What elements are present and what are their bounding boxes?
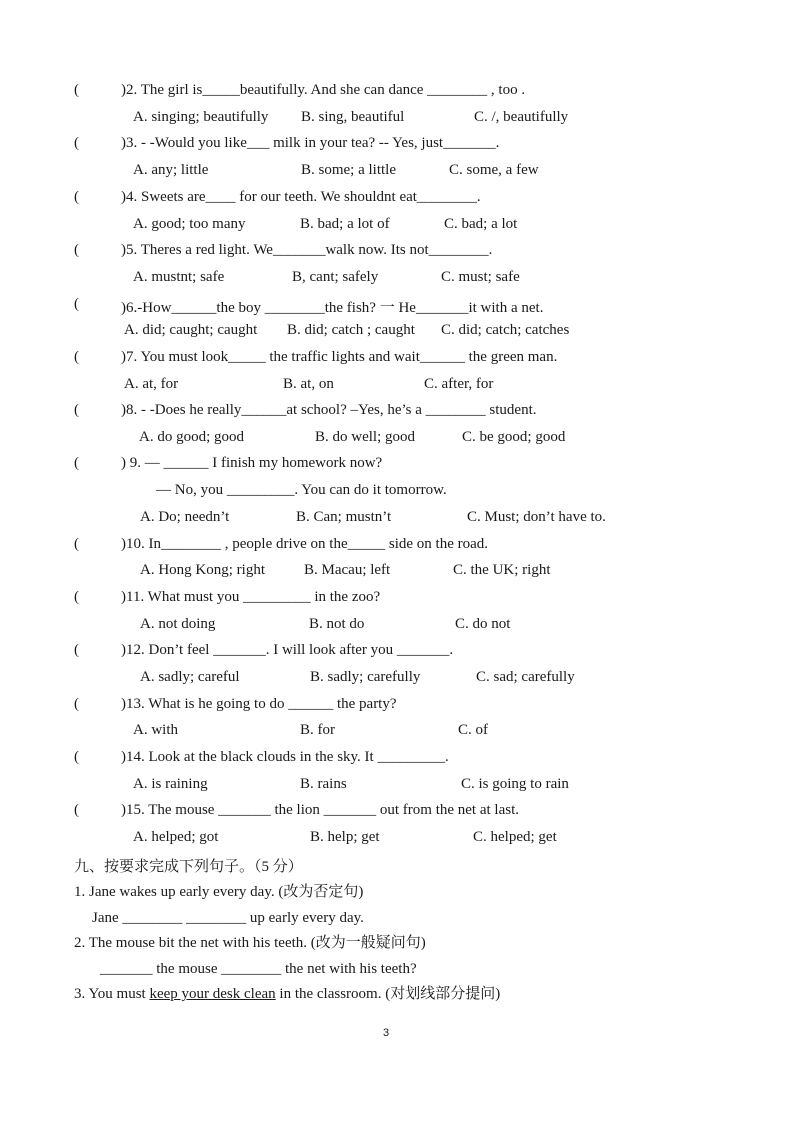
page-number: 3: [383, 1027, 390, 1039]
option-c: C. is going to rain: [461, 776, 569, 792]
answer-paren[interactable]: (: [74, 135, 79, 151]
underlined-phrase: keep your desk clean: [149, 986, 276, 1002]
answer-paren[interactable]: (: [74, 82, 79, 98]
option-a: A. good; too many: [133, 216, 246, 232]
question-text: )7. You must look_____ the traffic lights and wait______ the green man.: [121, 349, 558, 365]
transform-item-3: [74, 985, 500, 1003]
option-a: A. not doing: [140, 616, 216, 632]
question-text: )14. Look at the black clouds in the sky. It _________.: [121, 749, 449, 765]
item-3-prefix: 3. You must: [74, 986, 150, 1002]
option-b: B. bad; a lot of: [300, 216, 390, 232]
option-a: A. sadly; careful: [140, 669, 240, 685]
option-a: A. at, for: [124, 376, 179, 392]
option-c: C. be good; good: [462, 429, 566, 445]
option-b: B. sadly; carefully: [310, 669, 421, 685]
answer-paren[interactable]: (: [74, 242, 79, 258]
option-c: C. some, a few: [449, 162, 539, 178]
question-reply-text: — No, you _________. You can do it tomorrow.: [156, 482, 447, 498]
option-a: A. is raining: [133, 776, 208, 792]
transform-answer-1[interactable]: Jane ________ ________ up early every day.: [92, 910, 364, 926]
question-text: )12. Don’t feel _______. I will look after you _______.: [121, 642, 454, 658]
question-text: )2. The girl is_____beautifully. And she can dance ________ , too .: [121, 82, 526, 98]
question-7: [0, 349, 794, 367]
question-9: [0, 455, 794, 473]
option-b: B, cant; safely: [292, 269, 379, 285]
option-c: C. did; catch; catches: [441, 322, 570, 338]
question-2: [0, 82, 794, 100]
question-4-options: [0, 216, 794, 234]
option-b: B. Macau; left: [304, 562, 391, 578]
question-14: [0, 749, 794, 767]
question-8-options: [0, 429, 794, 447]
question-13: [0, 696, 794, 714]
option-c: C. the UK; right: [453, 562, 551, 578]
question-text: )8. - -Does he really______at school? –Yes, he’s a ________ student.: [121, 402, 537, 418]
question-11-options: [0, 616, 794, 634]
question-10: [0, 536, 794, 554]
question-13-options: [0, 722, 794, 740]
option-b: B. do well; good: [315, 429, 415, 445]
transform-item-2: 2. The mouse bit the net with his teeth. (改为一般疑问句): [74, 935, 426, 951]
option-a: A. did; caught; caught: [124, 322, 258, 338]
question-text: )3. - -Would you like___ milk in your tea? -- Yes, just_______.: [121, 135, 500, 151]
option-c: C. Must; don’t have to.: [467, 509, 606, 525]
option-a: A. any; little: [133, 162, 209, 178]
question-text: )5. Theres a red light. We_______walk now. Its not________.: [121, 242, 493, 258]
question-3: [0, 135, 794, 153]
question-15-options: [0, 829, 794, 847]
question-7-options: [0, 376, 794, 394]
option-c: C. bad; a lot: [444, 216, 518, 232]
question-text: )15. The mouse _______ the lion _______ out from the net at last.: [121, 802, 519, 818]
option-c: C. sad; carefully: [476, 669, 575, 685]
question-8: [0, 402, 794, 420]
option-a: A. singing; beautifully: [133, 109, 269, 125]
option-a: A. with: [133, 722, 178, 738]
option-a: A. helped; got: [133, 829, 219, 845]
question-text: )4. Sweets are____ for our teeth. We shouldnt eat________.: [121, 189, 481, 205]
question-6-options: [0, 322, 794, 340]
question-10-options: [0, 562, 794, 580]
item-3-suffix: in the classroom. (对划线部分提问): [275, 986, 501, 1002]
option-a: A. Do; needn’t: [140, 509, 230, 525]
option-c: C. after, for: [424, 376, 494, 392]
question-14-options: [0, 776, 794, 794]
answer-paren[interactable]: (: [74, 455, 79, 471]
option-b: B. Can; mustn’t: [296, 509, 392, 525]
answer-paren[interactable]: (: [74, 536, 79, 552]
question-2-options: [0, 109, 794, 127]
question-12: [0, 642, 794, 660]
question-9-reply: [0, 482, 794, 500]
option-b: B. rains: [300, 776, 347, 792]
option-b: B. not do: [309, 616, 365, 632]
question-4: [0, 189, 794, 207]
option-b: B. at, on: [283, 376, 334, 392]
option-b: B. did; catch ; caught: [287, 322, 415, 338]
question-9-options: [0, 509, 794, 527]
section-heading: 九、按要求完成下列句子。（5 分）: [74, 859, 303, 875]
answer-paren[interactable]: (: [74, 402, 79, 418]
answer-paren[interactable]: (: [74, 296, 79, 312]
answer-paren[interactable]: (: [74, 642, 79, 658]
question-3-options: [0, 162, 794, 180]
question-6: [0, 296, 794, 314]
option-b: B. help; get: [310, 829, 380, 845]
question-5-options: [0, 269, 794, 287]
question-text: )11. What must you _________ in the zoo?: [121, 589, 381, 605]
question-text: )13. What is he going to do ______ the party?: [121, 696, 397, 712]
option-b: B. some; a little: [301, 162, 396, 178]
transform-answer-2[interactable]: _______ the mouse ________ the net with his teeth?: [100, 961, 417, 977]
option-b: B. for: [300, 722, 335, 738]
question-text: )6.-How______the boy ________the fish? 一 He_______it with a net.: [121, 300, 544, 316]
option-b: B. sing, beautiful: [301, 109, 405, 125]
answer-paren[interactable]: (: [74, 696, 79, 712]
question-text: )10. In________ , people drive on the_____ side on the road.: [121, 536, 489, 552]
transform-item-1: 1. Jane wakes up early every day. (改为否定句): [74, 884, 364, 900]
answer-paren[interactable]: (: [74, 349, 79, 365]
question-11: [0, 589, 794, 607]
option-c: C. must; safe: [441, 269, 520, 285]
question-text: ) 9. — ______ I finish my homework now?: [121, 455, 383, 471]
option-c: C. of: [458, 722, 488, 738]
question-15: [0, 802, 794, 820]
option-a: A. do good; good: [139, 429, 244, 445]
option-a: A. mustnt; safe: [133, 269, 225, 285]
answer-paren[interactable]: (: [74, 189, 79, 205]
answer-paren[interactable]: (: [74, 802, 79, 818]
question-12-options: [0, 669, 794, 687]
question-5: [0, 242, 794, 260]
answer-paren[interactable]: (: [74, 589, 79, 605]
answer-paren[interactable]: (: [74, 749, 79, 765]
option-c: C. /, beautifully: [474, 109, 569, 125]
option-c: C. helped; get: [473, 829, 557, 845]
option-c: C. do not: [455, 616, 511, 632]
option-a: A. Hong Kong; right: [140, 562, 265, 578]
